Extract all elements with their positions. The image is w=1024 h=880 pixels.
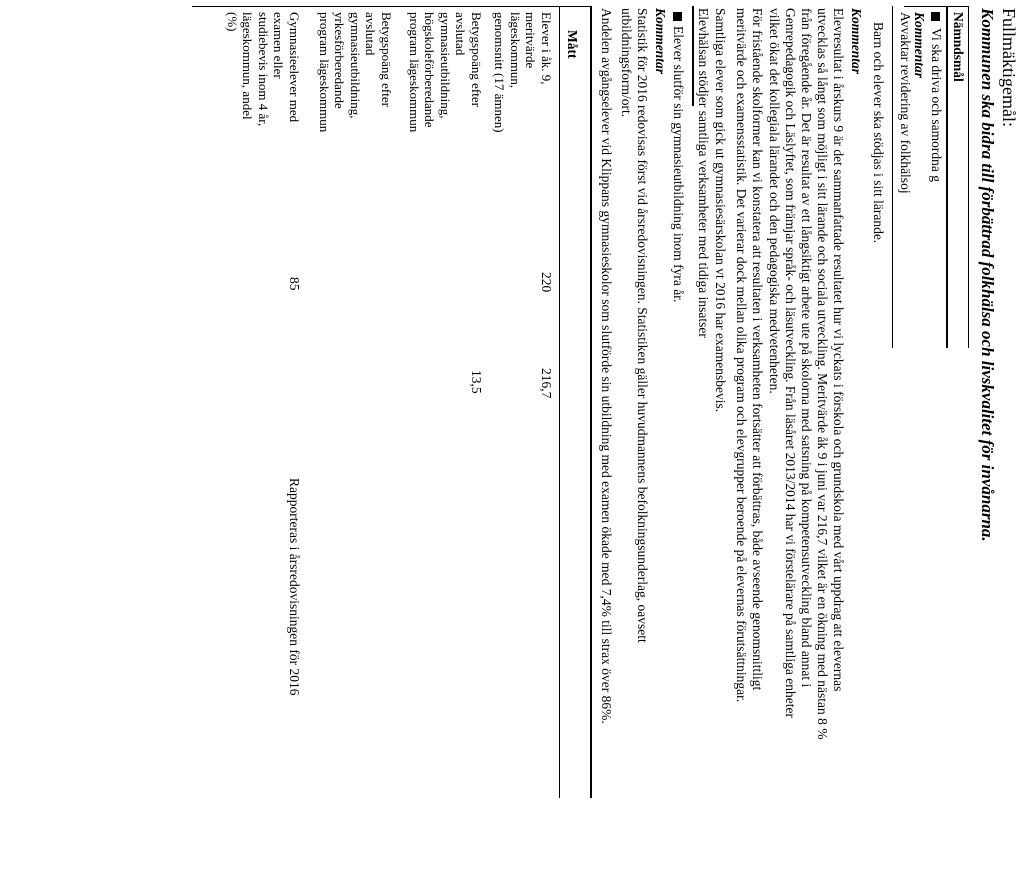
table-header-divider <box>559 6 560 798</box>
table-row-label: Elever i åk. 9, meritvärde lägeskommun, genomsnitt (17 ämnen) <box>492 12 554 133</box>
sub-goal: Barn och elever ska stödjas i sitt lärande. <box>871 22 886 244</box>
box-kommentar-label: Kommentar <box>912 12 927 79</box>
section1-para2: För fristående skolformer kan vi konstatera att resultaten i verksamheten fortsätter att förbättras, både avseende genomsnittligt meritvärde och examensstatistik. Det varierar dock mellan olika program och elevgrupper beroende på elevernas förutsättningar. <box>734 8 765 703</box>
bullet2-rule <box>692 6 694 106</box>
table-header-matt: Mått <box>565 30 580 59</box>
table-row-outcome: 13,5 <box>469 370 484 394</box>
table-row-label: Betygspoäng efter avslutad gymnasieutbildning, yrkesförberedande program lägeskommun <box>317 12 394 133</box>
section1-para4: Elevhälsan stödjer samtliga verksamheter med tidiga insatser <box>696 8 711 338</box>
box-divider <box>946 6 948 348</box>
table-row-label: Gymnasieelever med examen eller studiebevis inom 4 år, lägeskommun, andel (%) <box>225 12 302 127</box>
box-goal-item: Vi ska driva och samordna g <box>929 28 944 183</box>
bullet2-text: Elever slutför sin gymnasieutbildning inom fyra år. <box>671 26 686 303</box>
table-row-target: 85 <box>287 277 302 291</box>
bullet2-icon <box>673 12 682 21</box>
table-left-border <box>192 6 592 7</box>
box-top-border <box>968 6 969 348</box>
goal-bullet-icon <box>931 12 940 21</box>
section2-para1: Statistik för 2016 redovisas först vid årsredovisningen. Statistiken gäller huvudmannens befolkningsunderlag, oavsett utbildningsform/ort. <box>619 8 650 643</box>
table-row-target: 220 <box>539 272 554 293</box>
box-kommentar-text: Avvaktar revidering av folkhälsoj <box>898 12 913 194</box>
box-left-border <box>904 6 969 7</box>
section2-kommentar-label: Kommentar <box>653 8 668 75</box>
table-row-label: Betygspoäng efter avslutad gymnasieutbildning, högskoleförberedande program lägeskommun <box>407 12 484 133</box>
section1-kommentar-label: Kommentar <box>849 8 864 75</box>
table-row-outcome: 216,7 <box>539 368 554 399</box>
heading: Fullmäktigemål: <box>999 8 1019 127</box>
subheading: Kommunen ska bidra till förbättrad folkhälsa och livskvalitet för invånarna. <box>978 8 997 542</box>
table-row-note: Rapporteras i årsredovisningen för 2016 <box>287 478 302 696</box>
box-label: Nämndsmål <box>951 12 966 82</box>
section2-para2: Andelen avgångselever vid Klippans gymnasieskolor som slutförde sin utbildning med examen ökade med 7,4% till strax över 86%. <box>599 8 614 724</box>
section1-para3: Samtliga elever som gick ut gymnasiesärskolan vt 2016 har examensbevis. <box>713 8 728 413</box>
box-bottom-border <box>892 6 893 348</box>
table-top-border <box>590 6 592 798</box>
section1-para1: Elevresultat i årskurs 9 är det sammanfattade resultatet hur vi lyckats i förskola och grundskola med vårt uppdrag att elevernas utvecklas så långt som möjligt i sitt lärande och sociala utveckling. Meritvärde åk 9 i juni var 216,7 vilket är en ökning med nästan 8 % från föregående år. Det är resultat av ett långsiktigt arbete ute på skolorna med satsning på kompetensutveckling bland annat i Genrepedagogik och Läslyftet, som främjar språk- och läsutveckling. Från läsåret 2013/2014 har vi förstelärare på samtliga enheter vilket ökat det kollegiala lärandet och den pedagogiska medvetenheten. <box>767 8 846 740</box>
